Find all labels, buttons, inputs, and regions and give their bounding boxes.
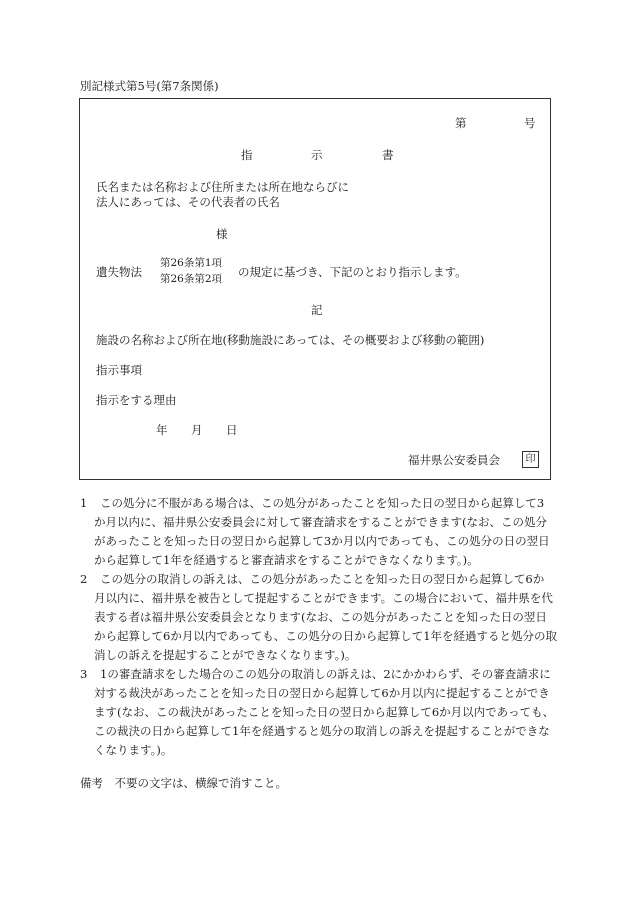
note-line: か月以内に、福井県公安委員会に対して審査請求をすることができます(なお、この処分 <box>94 515 547 529</box>
date-month: 月 <box>191 423 203 437</box>
ki: 記 <box>311 303 323 317</box>
title-char-1: 指 <box>241 148 253 162</box>
instructions-label: 指示事項 <box>96 363 142 377</box>
article-2: 第26条第2項 <box>160 273 223 285</box>
addressee-line-1: 氏名または名称および住所または所在地ならびに <box>96 180 349 194</box>
form-box <box>79 98 551 480</box>
note-3 <box>80 665 560 760</box>
facility-label: 施設の名称および所在地(移動施設にあっては、その概要および移動の範囲) <box>96 333 485 347</box>
note-line: 月以内に、福井県を被告として提起することができます。この場合において、福井県を代 <box>94 591 553 605</box>
note-2 <box>80 570 560 665</box>
note-number: 2 <box>80 572 88 586</box>
note-line: があったことを知った日の翌日から起算して3か月以内であっても、この処分の日の翌日 <box>94 534 550 548</box>
title-char-2: 示 <box>311 148 323 162</box>
note-line: ます(なお、この裁決があったことを知った日の翌日から起算して6か月以内であっても、 <box>94 705 555 719</box>
note-line: この裁決の日から起算して1年を経過すると処分の取消しの訴えを提起することができな <box>94 724 550 738</box>
number-go: 号 <box>524 116 536 130</box>
issuer: 福井県公安委員会 <box>408 453 500 467</box>
note-line: この処分の取消しの訴えは、この処分があったことを知った日の翌日から起算して6か <box>100 572 545 586</box>
title-char-3: 書 <box>382 148 394 162</box>
note-line: この処分に不服がある場合は、この処分があったことを知った日の翌日から起算して3 <box>100 496 545 510</box>
note-number: 3 <box>80 667 88 681</box>
addressee-line-2: 法人にあっては、その代表者の氏名 <box>96 195 280 209</box>
number-dai: 第 <box>455 116 467 130</box>
note-1 <box>80 494 560 570</box>
note-line: 消しの訴えを提起することができなくなります。)。 <box>94 648 357 662</box>
reason-label: 指示をする理由 <box>96 393 177 407</box>
note-number: 1 <box>80 496 88 510</box>
lost-property-act: 遺失物法 <box>96 265 142 279</box>
note-line: から起算して6か月以内であっても、この処分の日から起算して1年を経過すると処分の取 <box>94 629 558 643</box>
date-day: 日 <box>226 423 238 437</box>
note-line: くなります。)。 <box>94 743 173 757</box>
note-line: 1の審査請求をした場合のこの処分の取消しの訴えは、2にかかわらず、その審査請求に <box>100 667 551 681</box>
sama: 様 <box>216 227 228 241</box>
article-1: 第26条第1項 <box>160 257 223 269</box>
remarks: 備考 不要の文字は、横線で消すこと。 <box>80 776 287 790</box>
note-line: 対する裁決があったことを知った日の翌日から起算して6か月以内に提起することができ <box>94 686 550 700</box>
date-year: 年 <box>156 423 168 437</box>
notes-section <box>80 494 560 760</box>
note-line: から起算して1年を経過すると審査請求をすることができなくなります。)。 <box>94 553 479 567</box>
instruction-sentence: の規定に基づき、下記のとおり指示します。 <box>238 265 467 279</box>
form-header: 別記様式第5号(第7条関係) <box>80 79 219 93</box>
note-line: 表する者は福井県公安委員会となります(なお、この処分があったことを知った日の翌日 <box>94 610 547 624</box>
seal-mark: 印 <box>522 451 539 468</box>
